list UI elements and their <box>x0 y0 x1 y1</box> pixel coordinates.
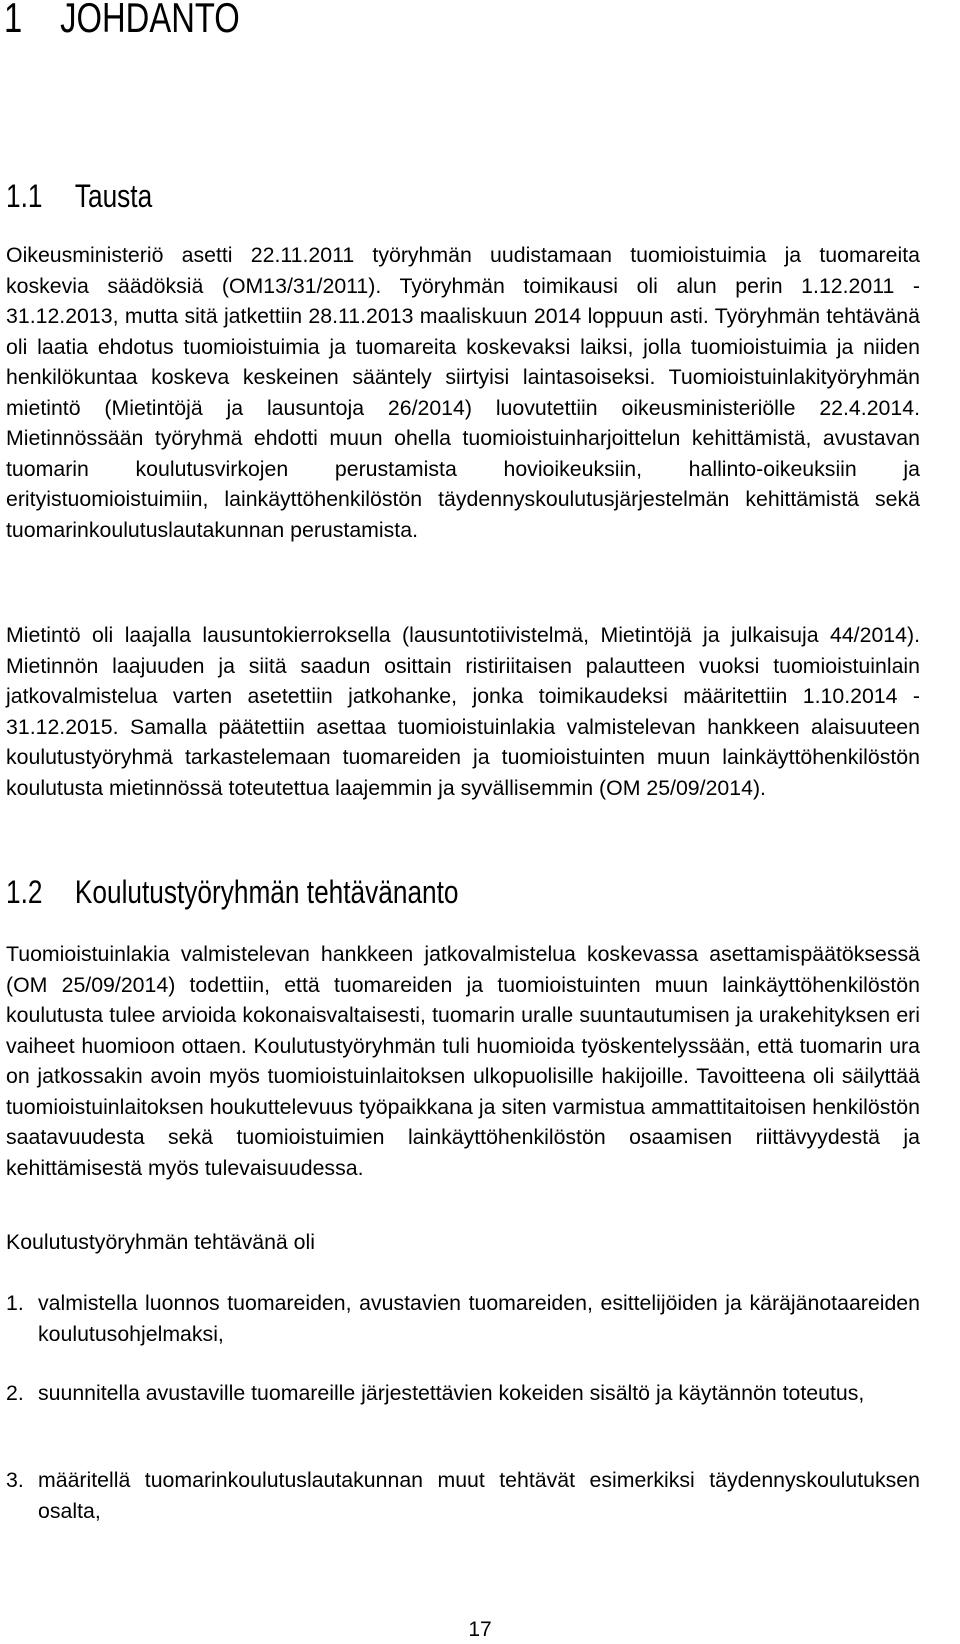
list-marker: 3. <box>6 1468 24 1492</box>
chapter-number: 1 <box>4 0 23 41</box>
section-title: Koulutustyöryhmän tehtävänanto <box>74 874 459 910</box>
list-item-text: suunnitella avustaville tuomareille järjestettävien kokeiden sisältö ja käytännön toteutus, <box>38 1381 865 1405</box>
list-marker: 1. <box>6 1291 24 1315</box>
paragraph: Koulutustyöryhmän tehtävänä oli <box>6 1230 315 1254</box>
section-heading-tehtavananto <box>6 874 459 910</box>
list-item-text: valmistella luonnos tuomareiden, avustavien tuomareiden, esittelijöiden ja käräjänotaareiden koulutusohjelmaksi, <box>38 1291 920 1346</box>
section-number: 1.2 <box>6 874 43 910</box>
paragraph: Mietintö oli laajalla lausuntokierroksella (lausuntotiivistelmä, Mietintöjä ja julkaisuja 44/2014). Mietinnön laajuuden ja siitä saadun osittain ristiriitaisen palautteen vuoksi tuomioistuinlain jatkovalmistelua varten asetettiin jatkohanke, jonka toimikaudeksi määritettiin 1.10.2014 - 31.12.2015. Samalla päätettiin asettaa tuomioistuinlakia valmistelevan hankkeen alaisuuteen koulutustyöryhmä tarkastelemaan tuomareiden ja tuomioistuinten muun lainkäyttöhenkilöstön koulutusta mietinnössä toteutettua laajemmin ja syvällisemmin (OM 25/09/2014). <box>6 623 920 800</box>
list-item <box>6 1465 920 1526</box>
section-number: 1.1 <box>6 178 43 214</box>
list-item <box>6 1378 920 1409</box>
paragraph: Tuomioistuinlakia valmistelevan hankkeen jatkovalmistelua koskevassa asettamispäätöksessä (OM 25/09/2014) todettiin, että tuomareiden ja tuomioistuinten muun lainkäyttöhenkilöstön koulutusta tulee arvioida kokonaisvaltaisesti, tuomarin uralle suuntautumisen ja urakehityksen eri vaiheet huomioon ottaen. Koulutustyöryhmän tuli huomioida työskentelyssään, että tuomarin ura on jatkossakin avoin myös tuomioistuinlaitoksen ulkopuolisille hakijoille. Tavoitteena oli säilyttää tuomioistuinlaitoksen houkuttelevuus työpaikkana ja siten varmistua ammattitaitoisen henkilöstön saatavuudesta sekä tuomioistuimien lainkäyttöhenkilöstön osaamisen riittävyydestä ja kehittämisestä myös tulevaisuudessa. <box>6 942 920 1180</box>
list-item <box>6 1288 920 1349</box>
list-marker: 2. <box>6 1381 24 1405</box>
chapter-heading <box>4 0 240 40</box>
chapter-title: JOHDANTO <box>60 0 240 41</box>
section-title: Tausta <box>74 178 153 214</box>
page-number: 17 <box>468 1618 492 1641</box>
list-item-text: määritellä tuomarinkoulutuslautakunnan muut tehtävät esimerkiksi täydennyskoulutuksen osalta, <box>38 1468 920 1523</box>
section-heading-tausta <box>6 178 152 214</box>
paragraph: Oikeusministeriö asetti 22.11.2011 työryhmän uudistamaan tuomioistuimia ja tuomareita koskevia säädöksiä (OM13/31/2011). Työryhmän toimikausi oli alun perin 1.12.2011 - 31.12.2013, mutta sitä jatkettiin 28.11.2013 maaliskuun 2014 loppuun asti. Työryhmän tehtävänä oli laatia ehdotus tuomioistuimia ja tuomareita koskevaksi laiksi, jolla tuomioistuimia ja niiden henkilökuntaa koskeva keskeinen sääntely siirtyisi laintasoiseksi. Tuomioistuinlakityöryhmän mietintö (Mietintöjä ja lausuntoja 26/2014) luovutettiin oikeusministeriölle 22.4.2014. Mietinnössään työryhmä ehdotti muun ohella tuomioistuinharjoittelun kehittämistä, avustavan tuomarin koulutusvirkojen perustamista hovioikeuksiin, hallinto-oikeuksiin ja erityistuomioistuimiin, lainkäyttöhenkilöstön täydennyskoulutusjärjestelmän kehittämistä sekä tuomarinkoulutuslautakunnan perustamista. <box>6 243 920 542</box>
